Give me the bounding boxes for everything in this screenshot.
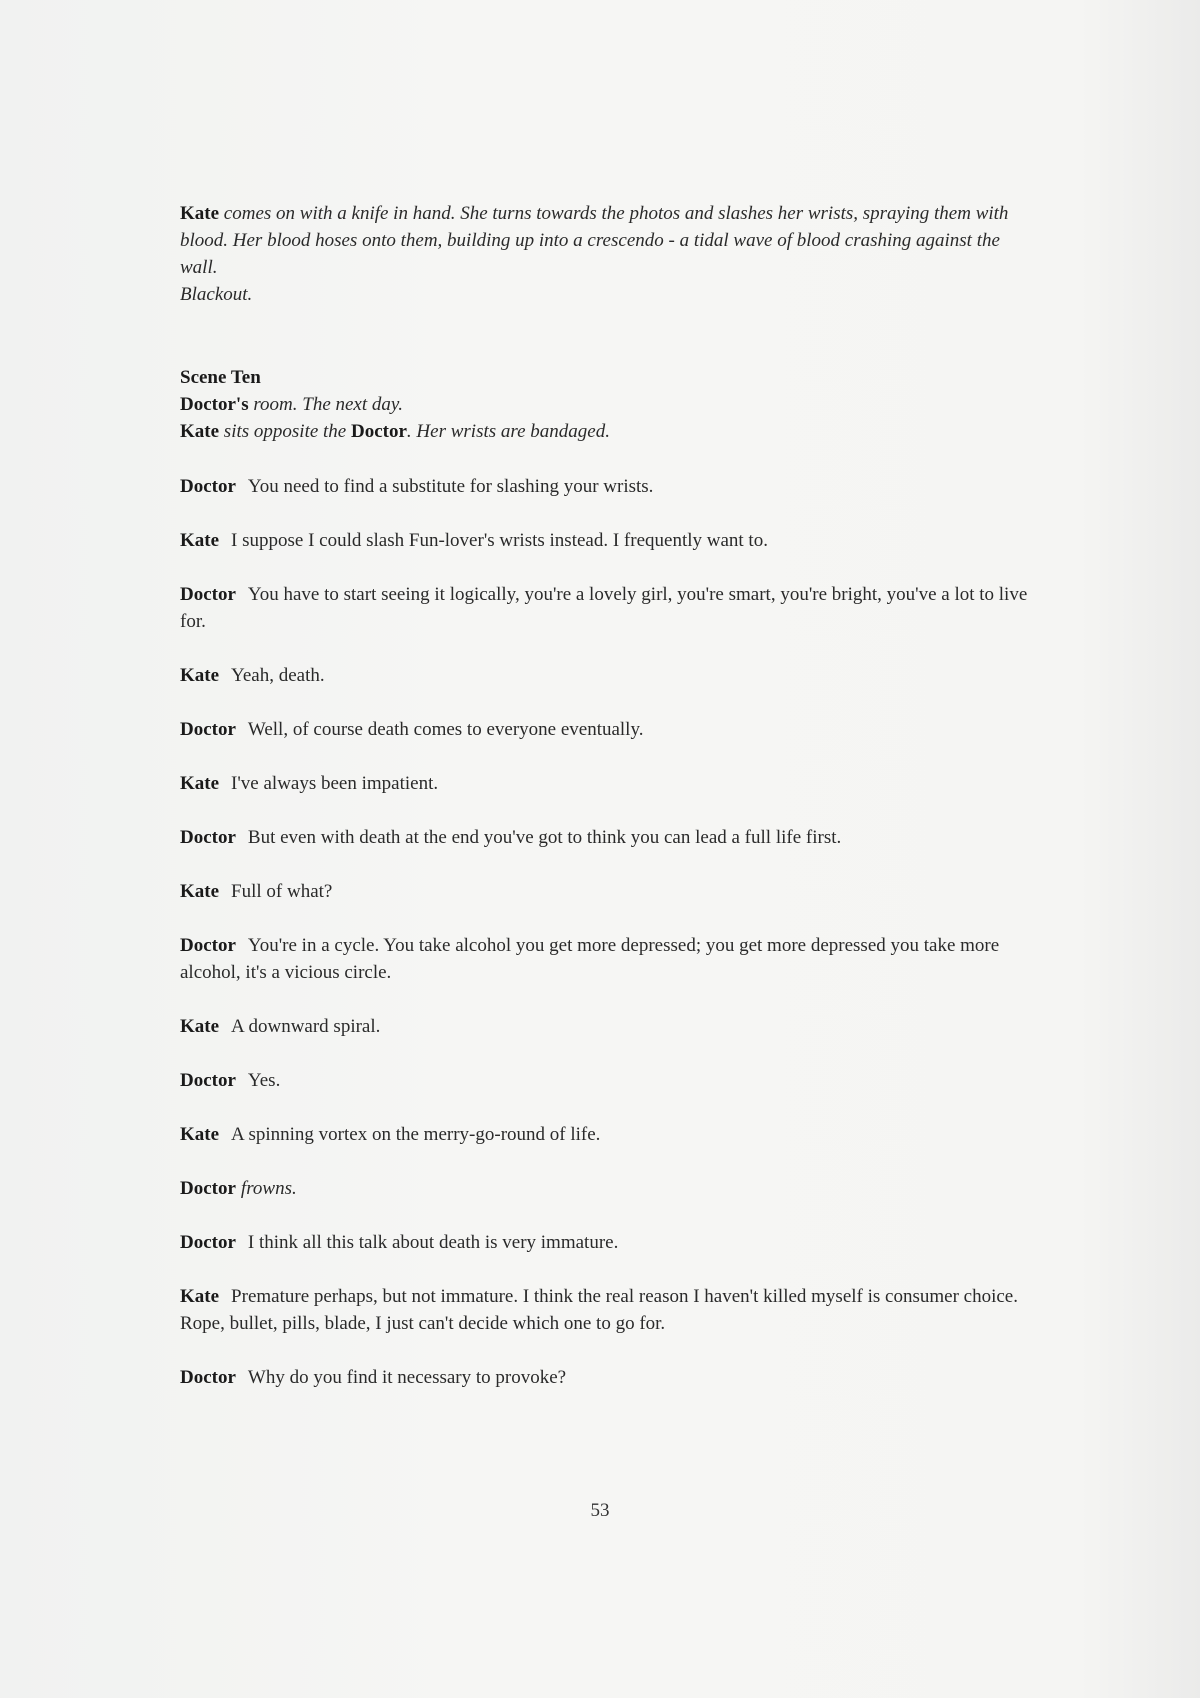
speaker-name: Doctor — [180, 476, 236, 497]
line-text: I suppose I could slash Fun-lover's wrists instead. I frequently want to. — [231, 530, 768, 551]
speaker-name: Doctor — [180, 584, 236, 605]
speaker-name: Doctor — [180, 827, 236, 848]
dialogue-line — [180, 1364, 1040, 1391]
line-text: Why do you find it necessary to provoke? — [247, 1367, 567, 1388]
dialogue-line — [180, 878, 1040, 905]
line-text: I've always been impatient. — [231, 773, 439, 794]
character-name: Doctor's — [180, 394, 249, 415]
dialogue-line — [180, 527, 1040, 554]
speaker-name: Kate — [180, 665, 220, 686]
speaker-name: Doctor — [180, 1070, 236, 1091]
dialogue-line — [180, 1067, 1040, 1094]
dialogue-line — [180, 473, 1040, 500]
speaker-name: Kate — [180, 1124, 220, 1145]
direction-text: comes on with a knife in hand. She turns towards the photos and slashes her wrists, spraying them with blood. Her blood hoses onto them, building up into a crescendo - a tidal wave of blood crashing against the wall. — [180, 203, 1009, 278]
line-text: You have to start seeing it logically, you're a lovely girl, you're smart, you're bright, you've a lot to live for. — [180, 584, 1028, 632]
blackout-direction: Blackout. — [180, 284, 253, 305]
stage-direction-line — [180, 1175, 1040, 1202]
page-content — [180, 200, 1040, 1418]
line-text: Premature perhaps, but not immature. I think the real reason I haven't killed myself is consumer choice. Rope, bullet, pills, blade, I just can't decide which one to go for. — [180, 1286, 1018, 1334]
line-text: Yes. — [247, 1070, 281, 1091]
line-text: Well, of course death comes to everyone eventually. — [247, 719, 644, 740]
line-text: A spinning vortex on the merry-go-round of life. — [231, 1124, 601, 1145]
speaker-name: Kate — [180, 881, 220, 902]
line-text: You're in a cycle. You take alcohol you get more depressed; you get more depressed you take more alcohol, it's a vicious circle. — [180, 935, 1000, 983]
speaker-name: Doctor — [180, 935, 236, 956]
speaker-name: Doctor — [180, 719, 236, 740]
dialogue-line — [180, 824, 1040, 851]
direction-text: frowns. — [240, 1178, 297, 1199]
dialogue-line — [180, 1283, 1040, 1337]
scene-setting: Doctor's room. The next day. — [180, 394, 404, 415]
scene-heading — [180, 364, 1040, 445]
dialogue-line — [180, 1013, 1040, 1040]
line-text: Full of what? — [231, 881, 333, 902]
speaker-name: Kate — [180, 530, 220, 551]
dialogue-line — [180, 581, 1040, 635]
page-number: 53 — [590, 1500, 610, 1521]
line-text: You need to find a substitute for slashing your wrists. — [247, 476, 654, 497]
dialogue-line — [180, 770, 1040, 797]
dialogue-line — [180, 1121, 1040, 1148]
dialogue-line — [180, 932, 1040, 986]
scene-title: Scene Ten — [180, 367, 261, 388]
line-text: A downward spiral. — [231, 1016, 381, 1037]
dialogue-line — [180, 1229, 1040, 1256]
scene-direction: Kate sits opposite the Doctor. Her wrists are bandaged. — [180, 421, 610, 442]
speaker-name: Doctor — [180, 1232, 236, 1253]
speaker-name: Kate — [180, 1016, 220, 1037]
character-name: Kate — [180, 421, 220, 442]
speaker-name: Doctor — [180, 1367, 236, 1388]
speaker-name: Doctor — [180, 1178, 236, 1199]
opening-stage-direction — [180, 200, 1040, 308]
line-text: But even with death at the end you've got to think you can lead a full life first. — [247, 827, 842, 848]
dialogue-line — [180, 662, 1040, 689]
speaker-name: Kate — [180, 773, 220, 794]
dialogue-list — [180, 473, 1040, 1391]
line-text: I think all this talk about death is very immature. — [247, 1232, 619, 1253]
character-name: Kate — [180, 203, 220, 224]
dialogue-line — [180, 716, 1040, 743]
character-name: Doctor — [351, 421, 407, 442]
speaker-name: Kate — [180, 1286, 220, 1307]
line-text: Yeah, death. — [231, 665, 325, 686]
